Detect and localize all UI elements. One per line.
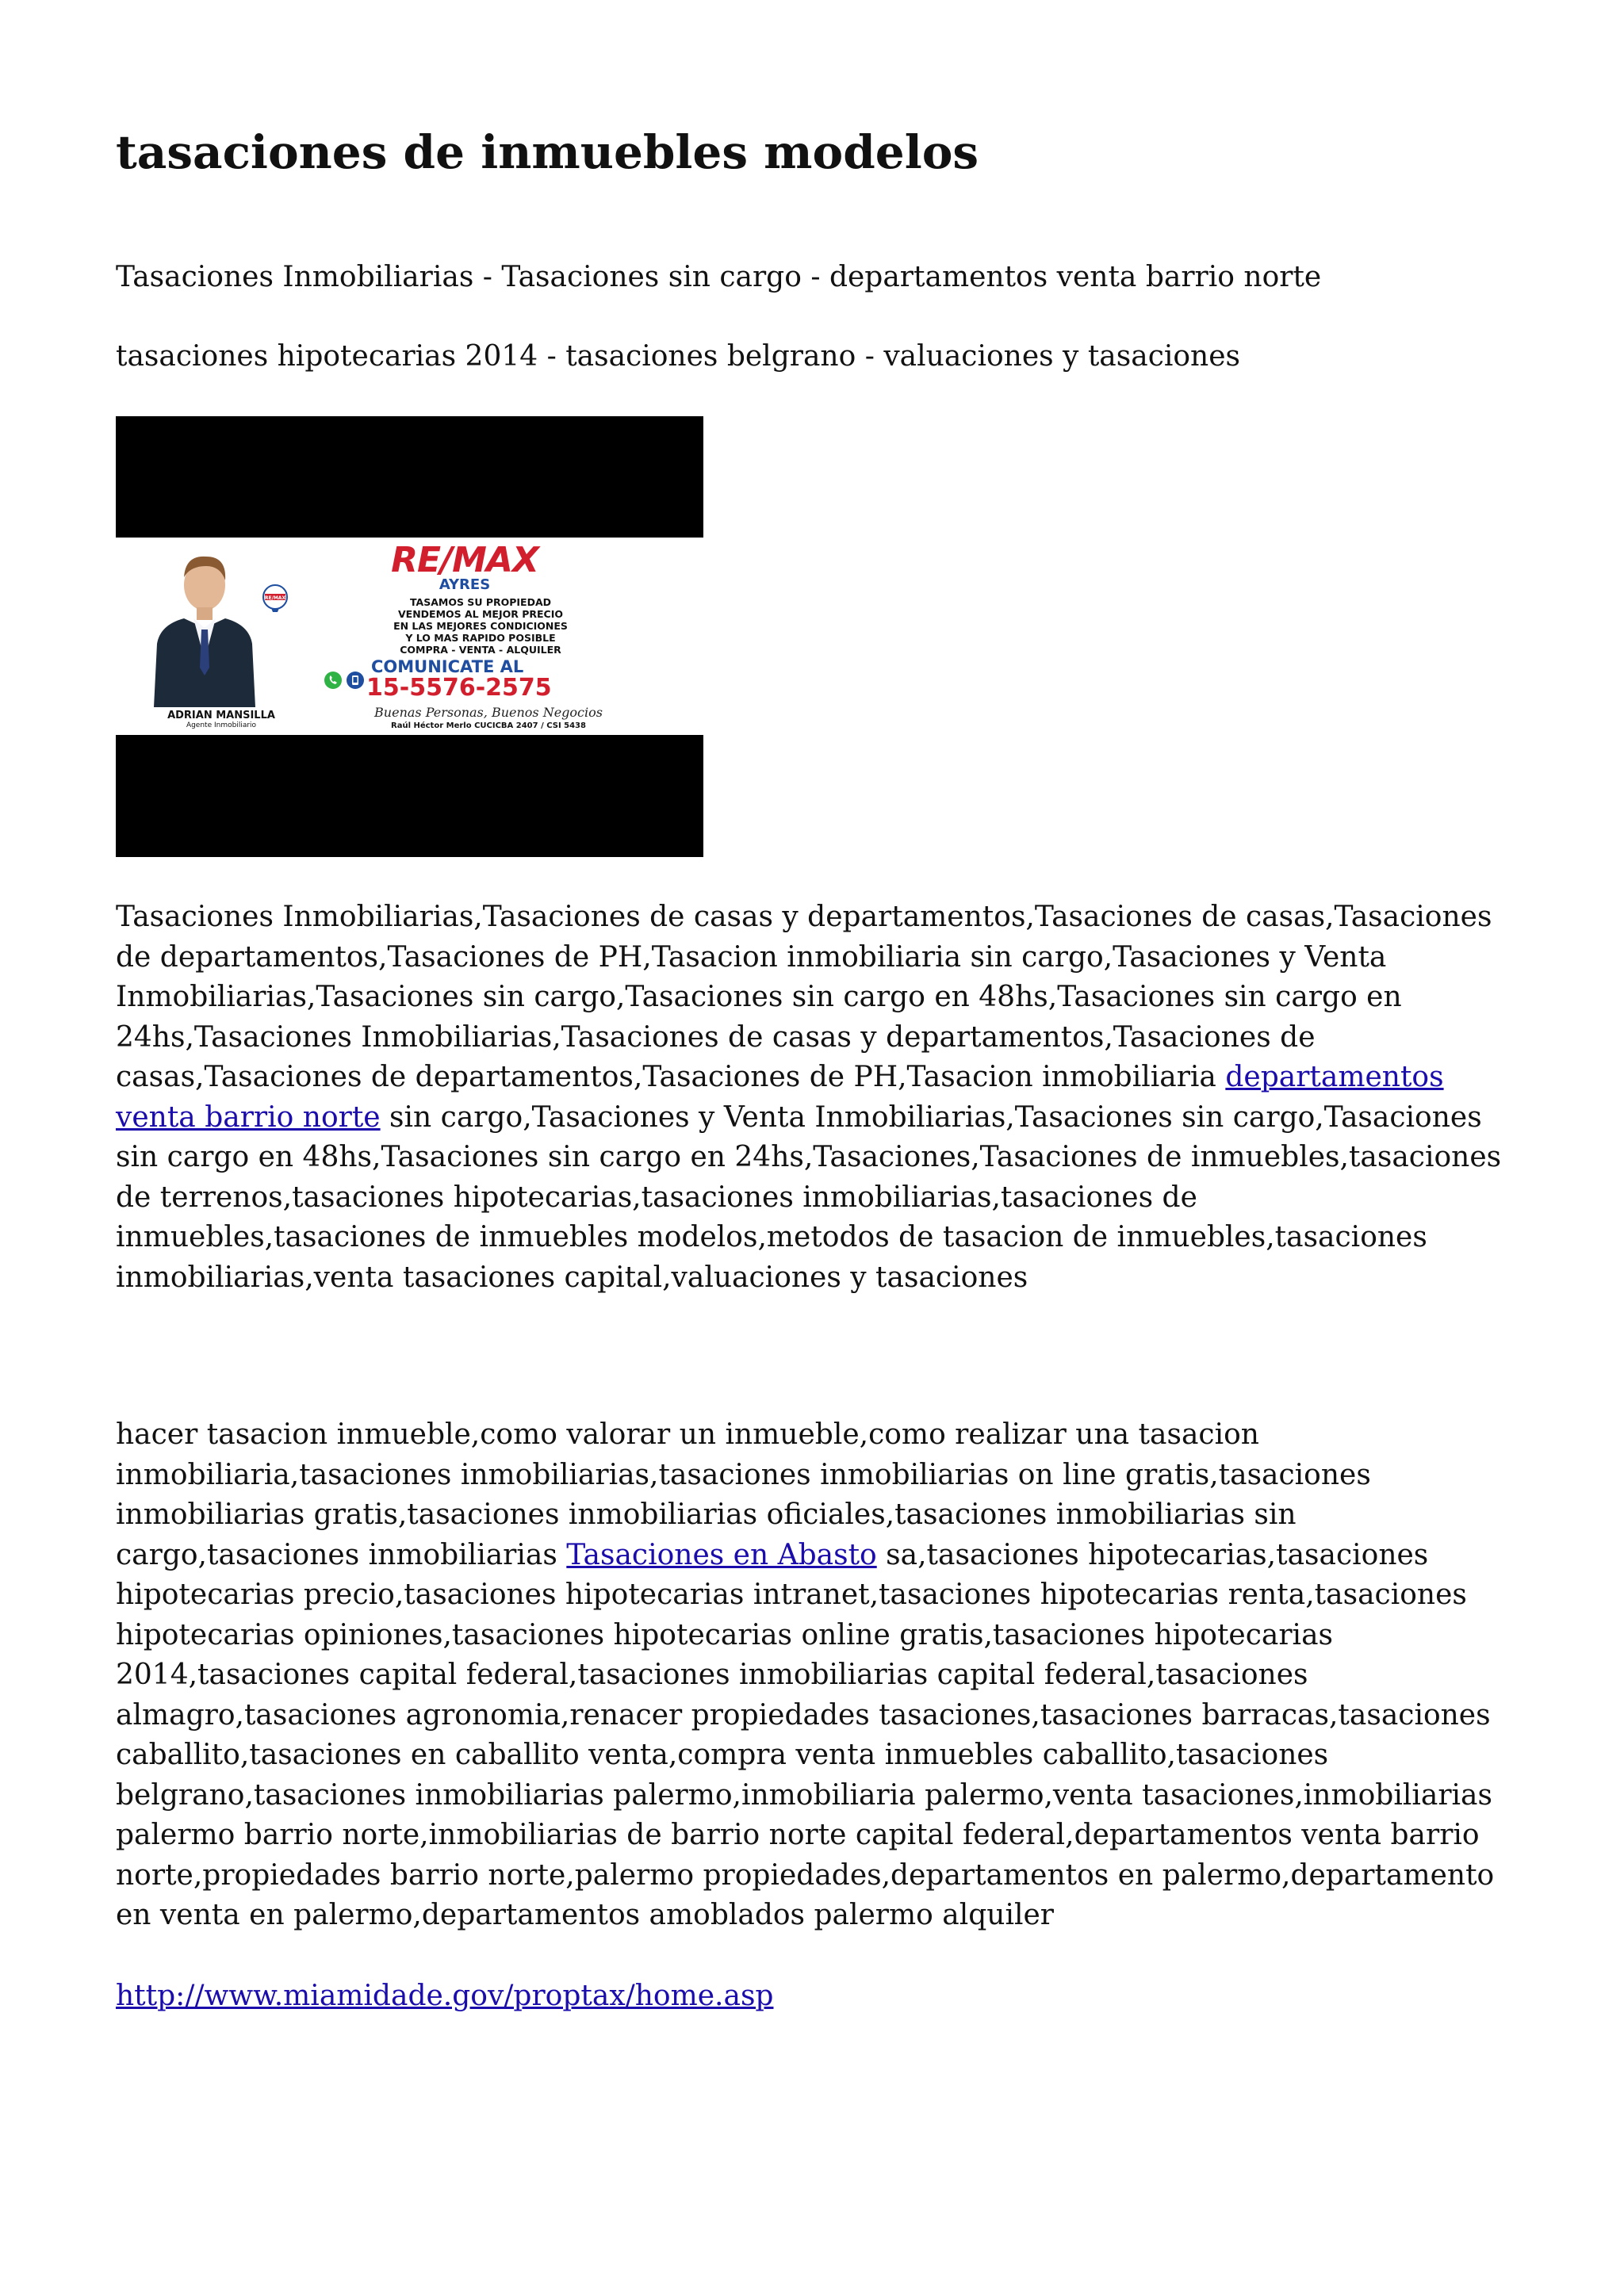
phone-number: 15-5576-2575 — [366, 674, 552, 702]
subtitle-2: tasaciones hipotecarias 2014 - tasaciones belgrano - valuaciones y tasaciones — [116, 340, 1241, 373]
advertisement-image — [116, 416, 703, 857]
contact-label: COMUNICATE AL — [371, 657, 524, 676]
small-logo-text: RE/MAX — [264, 595, 286, 601]
paragraph-2 — [116, 1415, 1511, 1936]
ad-license: Raúl Héctor Merlo CUCICBA 2407 / CSI 5438 — [391, 721, 586, 730]
phone-icon — [346, 671, 365, 690]
brand-sub: AYRES — [439, 576, 491, 593]
remax-balloon-logo — [260, 584, 290, 614]
ad-line-3: EN LAS MEJORES CONDICIONES — [393, 620, 568, 632]
ad-line-5: COMPRA - VENTA - ALQUILER — [400, 644, 561, 656]
ad-slogan: Buenas Personas, Buenos Negocios — [374, 705, 603, 720]
subtitle-1: Tasaciones Inmobiliarias - Tasaciones sin cargo - departamentos venta barrio norte — [116, 261, 1322, 293]
link-tasaciones-en-abasto[interactable]: Tasaciones en Abasto — [566, 1538, 877, 1571]
miamidade-url-link[interactable]: http://www.miamidade.gov/proptax/home.asp — [116, 1980, 774, 2012]
agent-role: Agente Inmobiliario — [186, 721, 257, 729]
paragraph-2-text-b: sa,tasaciones hipotecarias,tasaciones hipotecarias precio,tasaciones hipotecarias intranet,tasaciones hipotecarias renta,tasaciones hipotecarias opiniones,tasaciones hipotecarias online gratis,tasaciones hipotecarias 2014,tasaciones capital federal,tasaciones inmobiliarias capital federal,tasaciones almagro,tasaciones agronomia,renacer propiedades tasaciones,tasaciones barracas,tasaciones caballito,tasaciones en caballito venta,compra venta inmuebles caballito,tasaciones belgrano,tasaciones inmobiliarias palermo,inmobiliaria palermo,venta tasaciones,inmobiliarias palermo barrio norte,inmobiliarias de barrio norte capital federal,departamentos venta barrio norte,propiedades barrio norte,palermo propiedades,departamentos en palermo,departamento en venta en palermo,departamentos amoblados palermo alquiler — [116, 1538, 1495, 1931]
ad-line-2: VENDEMOS AL MEJOR PRECIO — [397, 608, 563, 620]
link-departamentos-venta-barrio-norte[interactable]: departamentos venta barrio norte — [116, 1061, 1444, 1134]
ad-line-4: Y LO MAS RAPIDO POSIBLE — [405, 632, 556, 644]
paragraph-2-text-a: hacer tasacion inmueble,como valorar un inmueble,como realizar una tasacion inmobiliaria,tasaciones inmobiliarias,tasaciones inmobiliarias on line gratis,tasaciones inmobiliarias gratis,tasaciones inmobiliarias oficiales,tasaciones inmobiliarias sin cargo,tasaciones inmobiliarias — [116, 1418, 1371, 1571]
page-title: tasaciones de inmuebles modelos — [116, 125, 979, 179]
whatsapp-icon — [324, 671, 343, 690]
paragraph-1 — [116, 897, 1511, 1298]
contact-row — [324, 658, 625, 706]
agent-photo — [149, 549, 260, 707]
agent-name: ADRIAN MANSILLA — [167, 710, 275, 721]
paragraph-1-text-a: Tasaciones Inmobiliarias,Tasaciones de casas y departamentos,Tasaciones de casas,Tasaciones de departamentos,Tasaciones de PH,Tasacion inmobiliaria sin cargo,Tasaciones y Venta Inmobiliarias,Tasaciones sin cargo,Tasaciones sin cargo en 48hs,Tasaciones sin cargo en 24hs,Tasaciones Inmobiliarias,Tasaciones de casas y departamentos,Tasaciones de casas,Tasaciones de departamentos,Tasaciones de PH,Tasacion inmobiliaria — [116, 901, 1492, 1093]
brand-logo: RE/MAX — [391, 540, 538, 580]
paragraph-1-text-b: sin cargo,Tasaciones y Venta Inmobiliarias,Tasaciones sin cargo,Tasaciones sin cargo en 48hs,Tasaciones sin cargo en 24hs,Tasaciones,Tasaciones de inmuebles,tasaciones de terrenos,tasaciones hipotecarias,tasaciones inmobiliarias,tasaciones de inmuebles,tasaciones de inmuebles modelos,metodos de tasacion de inmuebles,tasaciones inmobiliarias,venta tasaciones capital,valuaciones y tasaciones — [116, 1100, 1502, 1294]
ad-line-1: TASAMOS SU PROPIEDAD — [409, 596, 552, 608]
ad-banner — [116, 538, 703, 735]
url-paragraph — [116, 1976, 773, 2016]
